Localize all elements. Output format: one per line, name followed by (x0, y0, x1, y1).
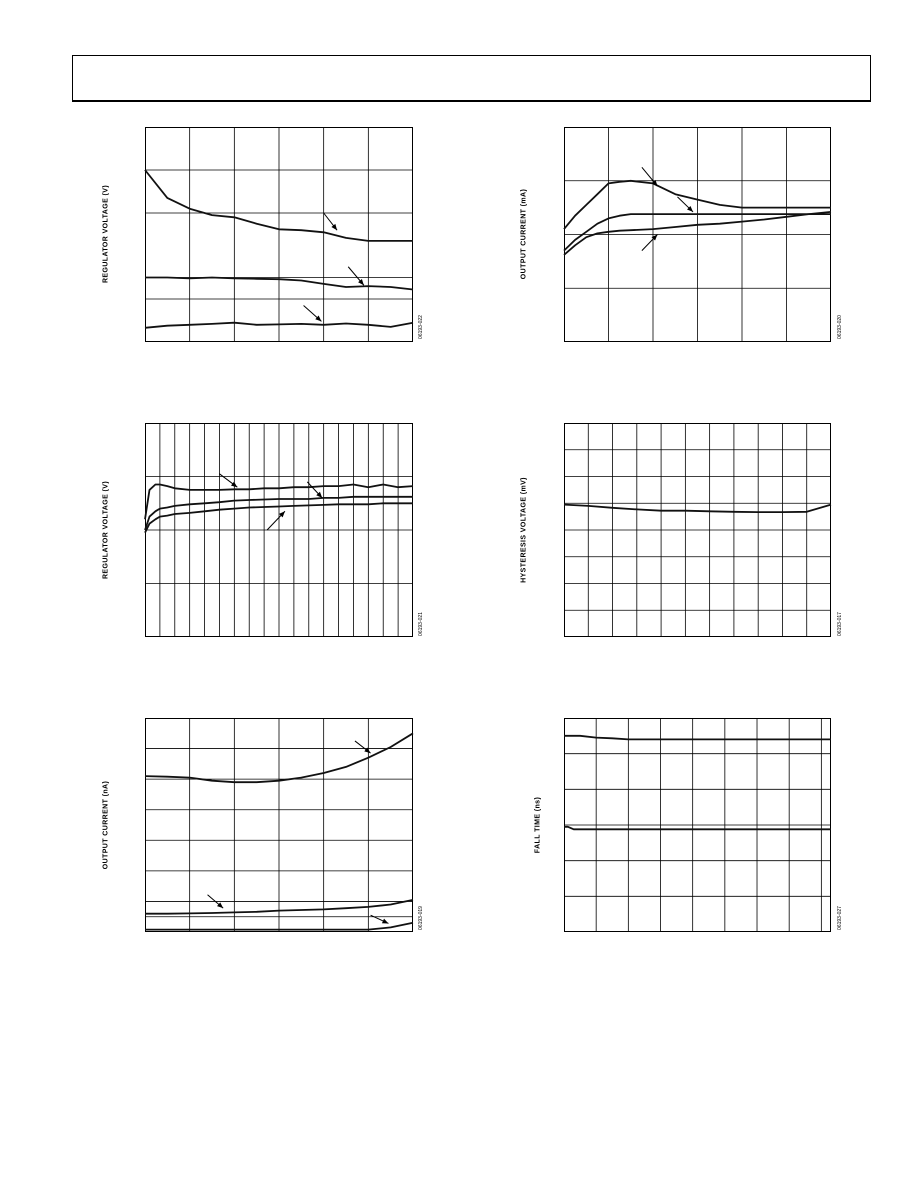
figure-id-chart-3: 06193-021 (418, 612, 424, 636)
figure-id-chart-1: 06193-022 (418, 315, 424, 339)
ylabel-chart-6: FALL TIME (ns) (534, 796, 542, 854)
chart-hysteresis-voltage (564, 423, 831, 637)
chart-output-current-ma (564, 127, 831, 342)
page-header-frame (72, 55, 871, 102)
ylabel-chart-4: HYSTERESIS VOLTAGE (mV) (520, 477, 528, 583)
ylabel-chart-3: REGULATOR VOLTAGE (V) (102, 480, 110, 580)
figure-id-chart-6: 06193-027 (837, 906, 843, 930)
figure-id-chart-4: 06193-017 (837, 612, 843, 636)
series-line-2 (564, 827, 831, 830)
chart-output-current-na (145, 718, 413, 932)
figure-id-chart-5: 06193-019 (418, 906, 424, 930)
chart-fall-time (564, 718, 831, 932)
chart-regulator-voltage-2 (145, 423, 413, 637)
ylabel-chart-5: OUTPUT CURRENT (nA) (102, 780, 110, 870)
annotation-arrow-head-1 (231, 482, 237, 488)
annotation-arrow-head-1 (331, 224, 337, 230)
series-line-1 (564, 736, 831, 740)
series-line-1 (564, 505, 831, 512)
ylabel-chart-1: REGULATOR VOLTAGE (V) (102, 184, 110, 284)
figure-id-chart-2: 06193-020 (837, 315, 843, 339)
chart-regulator-voltage-1 (145, 127, 413, 342)
ylabel-chart-2: OUTPUT CURRENT (mA) (520, 188, 528, 280)
